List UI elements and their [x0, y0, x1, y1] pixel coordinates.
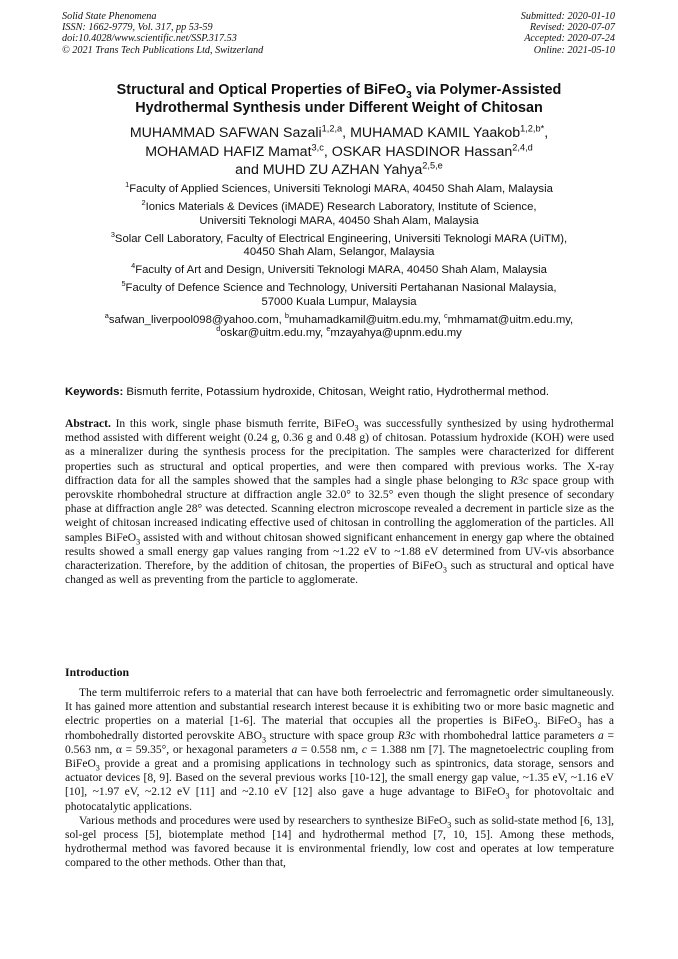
abstract: Abstract. In this work, single phase bismuth ferrite, BiFeO$_3$ was successfully synthesized by using hydrothermal method assisted with different weight (0.24 g, 0.36 g and 0.48 g) of chitosan. Potassium hydroxide (KOH) were used as a mineralizer during the synthesis process for the precipitation. The samples were characterized for different properties such as structural and optical properties, and were then compared with previous works. The X-ray diffraction data for all the samples showed that the samples had a single phase belonging to R3c space group with perovskite rhombohedral structure at diffraction angle 32.0° to 32.5° even though the slight presence of secondary phase at diffraction angle 28° was detected. Scanning electron microscope revealed a decrement in particle size as the weight of chitosan increased indicating effective used of chitosan in controlling the agglomeration of the particles. All samples BiFeO$_3$ assisted with and without chitosan showed significant enhancement in energy gap where the obtained results showed a small energy gap values ranging from ~1.22 eV to ~1.88 eV determined from UV-vis absorbance characterization. Therefore, by the addition of chitosan, the properties of BiFeO$_3$ such as structural and optical have changed as well as preventing from the particle to agglomerate. — [65, 418, 614, 587]
date-submitted: Submitted: 2020-01-10 — [520, 11, 615, 22]
journal-header-left — [62, 11, 263, 56]
intro-paragraph-1: The term multiferroic refers to a material that can have both ferroelectric and ferromagnetic order simultaneously. It has gained more attention and substantial research interest because it is exhibiting two or more basic magnetic and electric properties on a material [1-6]. The material that occupies all the properties is BiFeO$_3$. BiFeO$_3$ has a rhombohedrally distorted perovskite $ABO_3$ structure with space group R3c with rhombohedral lattice parameters a = 0.563 nm, α = 59.35°, or hexagonal parameters a = 0.558 nm, c = 1.388 nm [7]. The magnetoelectric coupling from BiFeO$_3$ provide a great and a promising applications in technology such as spintronics, data storage, sensors and actuator devices [8, 9]. Based on the several previous works [10-12], the small energy gap value, ~1.35 eV, ~1.16 eV [10], ~1.97 eV, ~2.12 eV [11] and ~2.10 eV [12] also gave a huge advantage to BiFeO$_3$ for photovoltaic and photocatalytic applications. — [65, 687, 614, 813]
affiliation-4: $^4$Faculty of Art and Design, Universiti Teknologi MARA, 40450 Shah Alam, Malaysia — [131, 261, 547, 277]
keywords — [65, 385, 625, 399]
author-list — [40, 124, 638, 180]
author-affil: 3,c — [311, 141, 324, 152]
email-link[interactable]: oskar@uitm.edu.my, — [220, 327, 327, 340]
affiliation-5: $^5$Faculty of Defence Science and Technology, Universiti Pertahanan Nasional Malaysia, 57000 Kuala Lumpur, Malaysia — [121, 279, 557, 308]
affiliation-2: $^2$Ionics Materials & Devices (iMADE) Research Laboratory, Institute of Science, Universiti Teknologi MARA, 40450 Shah Alam, Malaysia — [141, 198, 537, 227]
authors-line-2: MOHAMAD HAFIZ Mamat$^{3,c}$, OSKAR HASDINOR Hassan$^{2,4,d}$ — [145, 141, 533, 160]
affiliation-list — [40, 180, 638, 341]
email-link[interactable]: muhamadkamil@uitm.edu.my, — [288, 313, 444, 326]
author-affil: 2,4,d — [512, 141, 533, 152]
abstract-label: Abstract. — [65, 418, 111, 430]
author-affil: 1,2,b* — [520, 123, 545, 134]
author-name: MUHAMMAD SAFWAN Sazali — [129, 125, 322, 141]
journal-name: Solid State Phenomena — [62, 11, 157, 22]
email-link[interactable]: mhmamat@uitm.edu.my, — [447, 313, 574, 326]
introduction-body — [65, 686, 614, 871]
author-affil: 1,2,a — [321, 123, 343, 134]
title-line-2: Hydrothermal Synthesis under Different Weight of Chitosan — [135, 99, 543, 116]
authors-line-3 — [40, 161, 638, 180]
intro-paragraph-2: Various methods and procedures were used by researchers to synthesize BiFeO$_3$ such as solid-state method [6, 13], sol-gel process [5], biotemplate method [14] and hydrothermal method [7, 10, 15]. Among these methods, hydrothermal method was favored because it is environmental friendly, low cost and operates at low temperature compared to the other methods. Other than that, — [65, 814, 614, 870]
journal-header-right — [521, 11, 615, 56]
date-online: Online: 2021-05-10 — [533, 44, 615, 56]
author-name: and MUHD ZU AZHAN Yahya — [235, 162, 423, 179]
journal-copyright: © 2021 Trans Tech Publications Ltd, Switzerland — [62, 44, 264, 56]
author-name: MOHAMAD HAFIZ Mamat — [145, 143, 312, 160]
author-affil: 2,5,e — [422, 160, 443, 171]
title-line-1: Structural and Optical Properties of BiFeO$_3$ via Polymer-Assisted — [116, 82, 562, 101]
date-accepted: Accepted: 2020-07-24 — [524, 33, 615, 45]
keywords-label: Keywords: — [65, 386, 124, 398]
affiliation-3: $^3$Solar Cell Laboratory, Faculty of Electrical Engineering, Universiti Teknologi MARA (UiTM), 40450 Shah Alam, Selangor, Malaysia — [110, 229, 568, 259]
affiliation-1: $^1$Faculty of Applied Sciences, Universiti Teknologi MARA, 40450 Shah Alam, Malaysia — [125, 180, 553, 195]
section-heading-introduction: Introduction — [65, 665, 130, 679]
email-list: $^a$safwan_liverpool098@yahoo.com, $^b$muhamadkamil@uitm.edu.my, $^c$mhmamat@uitm.edu.my, $^d$oskar@uitm.edu.my, $^e$mzayahya@upnm.edu.my — [104, 310, 574, 340]
email-link[interactable]: mzayahya@upnm.edu.my — [330, 327, 462, 340]
keywords-text: Bismuth ferrite, Potassium hydroxide, Chitosan, Weight ratio, Hydrothermal method. — [123, 386, 550, 398]
journal-issn: ISSN: 1662-9779, Vol. 317, pp 53-59 — [62, 22, 213, 34]
journal-doi: doi:10.4028/www.scientific.net/SSP.317.53 — [62, 33, 237, 45]
author-name: MUHAMAD KAMIL Yaakob — [350, 125, 521, 141]
date-revised: Revised: 2020-07-07 — [529, 22, 615, 34]
authors-line-1: MUHAMMAD SAFWAN Sazali$^{1,2,a}$, MUHAMAD KAMIL Yaakob$^{1,2,b*}$, — [129, 123, 549, 141]
email-link[interactable]: safwan_liverpool098@yahoo.com, — [108, 313, 285, 326]
author-name: OSKAR HASDINOR Hassan — [331, 143, 513, 160]
paper-title — [40, 82, 638, 117]
